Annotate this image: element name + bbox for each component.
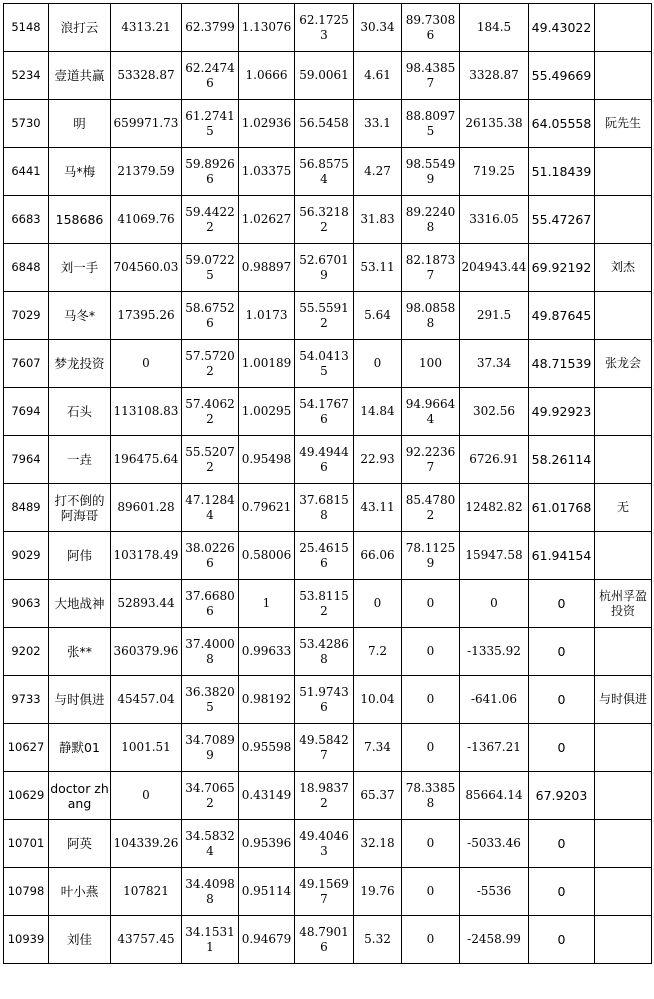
amount-cell: 196475.64 — [111, 436, 182, 484]
note-cell — [595, 436, 652, 484]
value-cell: 51.97436 — [295, 676, 354, 724]
id-cell: 5148 — [4, 4, 49, 52]
amount-cell: 704560.03 — [111, 244, 182, 292]
rate-cell: 88.80975 — [402, 100, 460, 148]
note-cell — [595, 868, 652, 916]
rate-cell: 89.22408 — [402, 196, 460, 244]
id-cell: 10627 — [4, 724, 49, 772]
index-cell: 55.49669 — [529, 52, 595, 100]
score-cell: 37.40008 — [182, 628, 239, 676]
percent-cell: 0 — [354, 340, 402, 388]
name-cell: 梦龙投资 — [49, 340, 111, 388]
id-cell: 7029 — [4, 292, 49, 340]
note-cell — [595, 292, 652, 340]
note-cell — [595, 4, 652, 52]
score-cell: 59.44222 — [182, 196, 239, 244]
id-cell: 9202 — [4, 628, 49, 676]
index-cell: 55.47267 — [529, 196, 595, 244]
profit-cell: -1335.92 — [460, 628, 529, 676]
note-cell — [595, 388, 652, 436]
id-cell: 10798 — [4, 868, 49, 916]
id-cell: 10701 — [4, 820, 49, 868]
rate-cell: 98.55499 — [402, 148, 460, 196]
amount-cell: 107821 — [111, 868, 182, 916]
score-cell: 62.3799 — [182, 4, 239, 52]
profit-cell: 85664.14 — [460, 772, 529, 820]
ratio-cell: 0.58006 — [239, 532, 295, 580]
table-row — [4, 52, 652, 100]
id-cell: 8489 — [4, 484, 49, 532]
value-cell: 55.55912 — [295, 292, 354, 340]
amount-cell: 104339.26 — [111, 820, 182, 868]
ratio-cell: 0.95598 — [239, 724, 295, 772]
amount-cell: 89601.28 — [111, 484, 182, 532]
value-cell: 56.5458 — [295, 100, 354, 148]
profit-cell: 12482.82 — [460, 484, 529, 532]
profit-cell: 302.56 — [460, 388, 529, 436]
table-row — [4, 532, 652, 580]
table-row — [4, 916, 652, 964]
profit-cell: 291.5 — [460, 292, 529, 340]
value-cell: 48.79016 — [295, 916, 354, 964]
ratio-cell: 1.13076 — [239, 4, 295, 52]
score-cell: 57.40622 — [182, 388, 239, 436]
rate-cell: 85.47802 — [402, 484, 460, 532]
percent-cell: 66.06 — [354, 532, 402, 580]
index-cell: 58.26114 — [529, 436, 595, 484]
percent-cell: 33.1 — [354, 100, 402, 148]
amount-cell: 659971.73 — [111, 100, 182, 148]
index-cell: 0 — [529, 724, 595, 772]
name-cell: 阿英 — [49, 820, 111, 868]
rate-cell: 0 — [402, 868, 460, 916]
note-cell — [595, 148, 652, 196]
name-cell: 打不倒的阿海哥 — [49, 484, 111, 532]
score-cell: 62.24746 — [182, 52, 239, 100]
name-cell: 一垚 — [49, 436, 111, 484]
value-cell: 25.46156 — [295, 532, 354, 580]
name-cell: 与时俱进 — [49, 676, 111, 724]
value-cell: 54.04135 — [295, 340, 354, 388]
rate-cell: 0 — [402, 580, 460, 628]
percent-cell: 7.34 — [354, 724, 402, 772]
ratio-cell: 1 — [239, 580, 295, 628]
index-cell: 0 — [529, 916, 595, 964]
amount-cell: 45457.04 — [111, 676, 182, 724]
table-row — [4, 628, 652, 676]
name-cell: 阿伟 — [49, 532, 111, 580]
index-cell: 49.43022 — [529, 4, 595, 52]
id-cell: 10629 — [4, 772, 49, 820]
profit-cell: -641.06 — [460, 676, 529, 724]
name-cell: 浪打云 — [49, 4, 111, 52]
rate-cell: 98.43857 — [402, 52, 460, 100]
id-cell: 6441 — [4, 148, 49, 196]
name-cell: 石头 — [49, 388, 111, 436]
value-cell: 49.40463 — [295, 820, 354, 868]
index-cell: 51.18439 — [529, 148, 595, 196]
id-cell: 5730 — [4, 100, 49, 148]
note-cell — [595, 196, 652, 244]
amount-cell: 43757.45 — [111, 916, 182, 964]
id-cell: 7607 — [4, 340, 49, 388]
table-row — [4, 148, 652, 196]
table-row — [4, 484, 652, 532]
score-cell: 59.07225 — [182, 244, 239, 292]
index-cell: 69.92192 — [529, 244, 595, 292]
table-row — [4, 4, 652, 52]
note-cell — [595, 52, 652, 100]
percent-cell: 14.84 — [354, 388, 402, 436]
ratio-cell: 1.00295 — [239, 388, 295, 436]
note-cell — [595, 628, 652, 676]
table-row — [4, 100, 652, 148]
index-cell: 0 — [529, 628, 595, 676]
name-cell: 158686 — [49, 196, 111, 244]
note-cell — [595, 820, 652, 868]
profit-cell: 204943.44 — [460, 244, 529, 292]
id-cell: 9733 — [4, 676, 49, 724]
name-cell: 静默01 — [49, 724, 111, 772]
percent-cell: 5.64 — [354, 292, 402, 340]
name-cell: 刘佳 — [49, 916, 111, 964]
score-cell: 57.57202 — [182, 340, 239, 388]
value-cell: 54.17676 — [295, 388, 354, 436]
index-cell: 0 — [529, 868, 595, 916]
percent-cell: 22.93 — [354, 436, 402, 484]
value-cell: 49.15697 — [295, 868, 354, 916]
profit-cell: 15947.58 — [460, 532, 529, 580]
rate-cell: 89.73086 — [402, 4, 460, 52]
amount-cell: 41069.76 — [111, 196, 182, 244]
rate-cell: 78.33858 — [402, 772, 460, 820]
rate-cell: 0 — [402, 676, 460, 724]
value-cell: 49.49446 — [295, 436, 354, 484]
ratio-cell: 0.43149 — [239, 772, 295, 820]
profit-cell: 26135.38 — [460, 100, 529, 148]
score-cell: 34.15311 — [182, 916, 239, 964]
index-cell: 61.01768 — [529, 484, 595, 532]
value-cell: 49.58427 — [295, 724, 354, 772]
index-cell: 48.71539 — [529, 340, 595, 388]
id-cell: 6848 — [4, 244, 49, 292]
percent-cell: 4.27 — [354, 148, 402, 196]
name-cell: 叶小燕 — [49, 868, 111, 916]
id-cell: 7694 — [4, 388, 49, 436]
score-cell: 36.38205 — [182, 676, 239, 724]
rate-cell: 0 — [402, 628, 460, 676]
score-cell: 55.52072 — [182, 436, 239, 484]
table-row — [4, 772, 652, 820]
rate-cell: 82.18737 — [402, 244, 460, 292]
ratio-cell: 0.94679 — [239, 916, 295, 964]
amount-cell: 113108.83 — [111, 388, 182, 436]
index-cell: 0 — [529, 580, 595, 628]
id-cell: 7964 — [4, 436, 49, 484]
rate-cell: 100 — [402, 340, 460, 388]
table-row — [4, 196, 652, 244]
table-row — [4, 244, 652, 292]
note-cell: 刘杰 — [595, 244, 652, 292]
id-cell: 6683 — [4, 196, 49, 244]
score-cell: 34.58324 — [182, 820, 239, 868]
ratio-cell: 0.79621 — [239, 484, 295, 532]
percent-cell: 53.11 — [354, 244, 402, 292]
note-cell: 杭州孚盈投资 — [595, 580, 652, 628]
value-cell: 52.67019 — [295, 244, 354, 292]
value-cell: 56.85754 — [295, 148, 354, 196]
profit-cell: -5033.46 — [460, 820, 529, 868]
ratio-cell: 0.98897 — [239, 244, 295, 292]
profit-cell: -5536 — [460, 868, 529, 916]
table-row — [4, 724, 652, 772]
profit-cell: 719.25 — [460, 148, 529, 196]
percent-cell: 7.2 — [354, 628, 402, 676]
note-cell: 无 — [595, 484, 652, 532]
note-cell — [595, 532, 652, 580]
table-row — [4, 868, 652, 916]
note-cell — [595, 724, 652, 772]
value-cell: 56.32182 — [295, 196, 354, 244]
table-row — [4, 292, 652, 340]
amount-cell: 0 — [111, 340, 182, 388]
amount-cell: 103178.49 — [111, 532, 182, 580]
table-body — [4, 4, 652, 964]
profit-cell: 184.5 — [460, 4, 529, 52]
score-cell: 37.66806 — [182, 580, 239, 628]
table-row — [4, 436, 652, 484]
score-cell: 34.70899 — [182, 724, 239, 772]
name-cell: 马*梅 — [49, 148, 111, 196]
ranking-table — [3, 3, 652, 964]
table-row — [4, 340, 652, 388]
ratio-cell: 0.95114 — [239, 868, 295, 916]
score-cell: 34.40988 — [182, 868, 239, 916]
ratio-cell: 1.0666 — [239, 52, 295, 100]
value-cell: 59.0061 — [295, 52, 354, 100]
rate-cell: 94.96644 — [402, 388, 460, 436]
value-cell: 53.81152 — [295, 580, 354, 628]
table-row — [4, 820, 652, 868]
amount-cell: 4313.21 — [111, 4, 182, 52]
ratio-cell: 1.03375 — [239, 148, 295, 196]
percent-cell: 5.32 — [354, 916, 402, 964]
index-cell: 0 — [529, 820, 595, 868]
rate-cell: 98.08588 — [402, 292, 460, 340]
percent-cell: 65.37 — [354, 772, 402, 820]
profit-cell: -2458.99 — [460, 916, 529, 964]
profit-cell: 3328.87 — [460, 52, 529, 100]
amount-cell: 1001.51 — [111, 724, 182, 772]
name-cell: 马冬* — [49, 292, 111, 340]
percent-cell: 30.34 — [354, 4, 402, 52]
index-cell: 49.92923 — [529, 388, 595, 436]
value-cell: 53.42868 — [295, 628, 354, 676]
percent-cell: 0 — [354, 580, 402, 628]
rate-cell: 78.11259 — [402, 532, 460, 580]
name-cell: doctor zhang — [49, 772, 111, 820]
amount-cell: 21379.59 — [111, 148, 182, 196]
percent-cell: 43.11 — [354, 484, 402, 532]
score-cell: 59.89266 — [182, 148, 239, 196]
value-cell: 18.98372 — [295, 772, 354, 820]
score-cell: 38.02266 — [182, 532, 239, 580]
rate-cell: 0 — [402, 916, 460, 964]
id-cell: 9029 — [4, 532, 49, 580]
rate-cell: 0 — [402, 724, 460, 772]
ratio-cell: 0.95498 — [239, 436, 295, 484]
index-cell: 67.9203 — [529, 772, 595, 820]
profit-cell: 6726.91 — [460, 436, 529, 484]
id-cell: 5234 — [4, 52, 49, 100]
ratio-cell: 0.99633 — [239, 628, 295, 676]
profit-cell: 3316.05 — [460, 196, 529, 244]
name-cell: 壹道共赢 — [49, 52, 111, 100]
ratio-cell: 1.02627 — [239, 196, 295, 244]
index-cell: 0 — [529, 676, 595, 724]
ratio-cell: 1.0173 — [239, 292, 295, 340]
rate-cell: 0 — [402, 820, 460, 868]
amount-cell: 53328.87 — [111, 52, 182, 100]
value-cell: 37.68158 — [295, 484, 354, 532]
name-cell: 刘一手 — [49, 244, 111, 292]
profit-cell: 37.34 — [460, 340, 529, 388]
percent-cell: 4.61 — [354, 52, 402, 100]
ratio-cell: 1.02936 — [239, 100, 295, 148]
note-cell: 张龙会 — [595, 340, 652, 388]
score-cell: 47.12844 — [182, 484, 239, 532]
score-cell: 58.67526 — [182, 292, 239, 340]
score-cell: 61.27415 — [182, 100, 239, 148]
amount-cell: 0 — [111, 772, 182, 820]
index-cell: 64.05558 — [529, 100, 595, 148]
percent-cell: 32.18 — [354, 820, 402, 868]
name-cell: 明 — [49, 100, 111, 148]
note-cell — [595, 772, 652, 820]
percent-cell: 10.04 — [354, 676, 402, 724]
score-cell: 34.70652 — [182, 772, 239, 820]
index-cell: 49.87645 — [529, 292, 595, 340]
amount-cell: 360379.96 — [111, 628, 182, 676]
amount-cell: 17395.26 — [111, 292, 182, 340]
percent-cell: 31.83 — [354, 196, 402, 244]
value-cell: 62.17253 — [295, 4, 354, 52]
name-cell: 大地战神 — [49, 580, 111, 628]
table-row — [4, 580, 652, 628]
note-cell: 与时俱进 — [595, 676, 652, 724]
percent-cell: 19.76 — [354, 868, 402, 916]
ratio-cell: 0.95396 — [239, 820, 295, 868]
table-row — [4, 676, 652, 724]
rate-cell: 92.22367 — [402, 436, 460, 484]
index-cell: 61.94154 — [529, 532, 595, 580]
note-cell — [595, 916, 652, 964]
name-cell: 张** — [49, 628, 111, 676]
profit-cell: -1367.21 — [460, 724, 529, 772]
ratio-cell: 1.00189 — [239, 340, 295, 388]
amount-cell: 52893.44 — [111, 580, 182, 628]
note-cell: 阮先生 — [595, 100, 652, 148]
table-row — [4, 388, 652, 436]
profit-cell: 0 — [460, 580, 529, 628]
id-cell: 10939 — [4, 916, 49, 964]
ratio-cell: 0.98192 — [239, 676, 295, 724]
id-cell: 9063 — [4, 580, 49, 628]
